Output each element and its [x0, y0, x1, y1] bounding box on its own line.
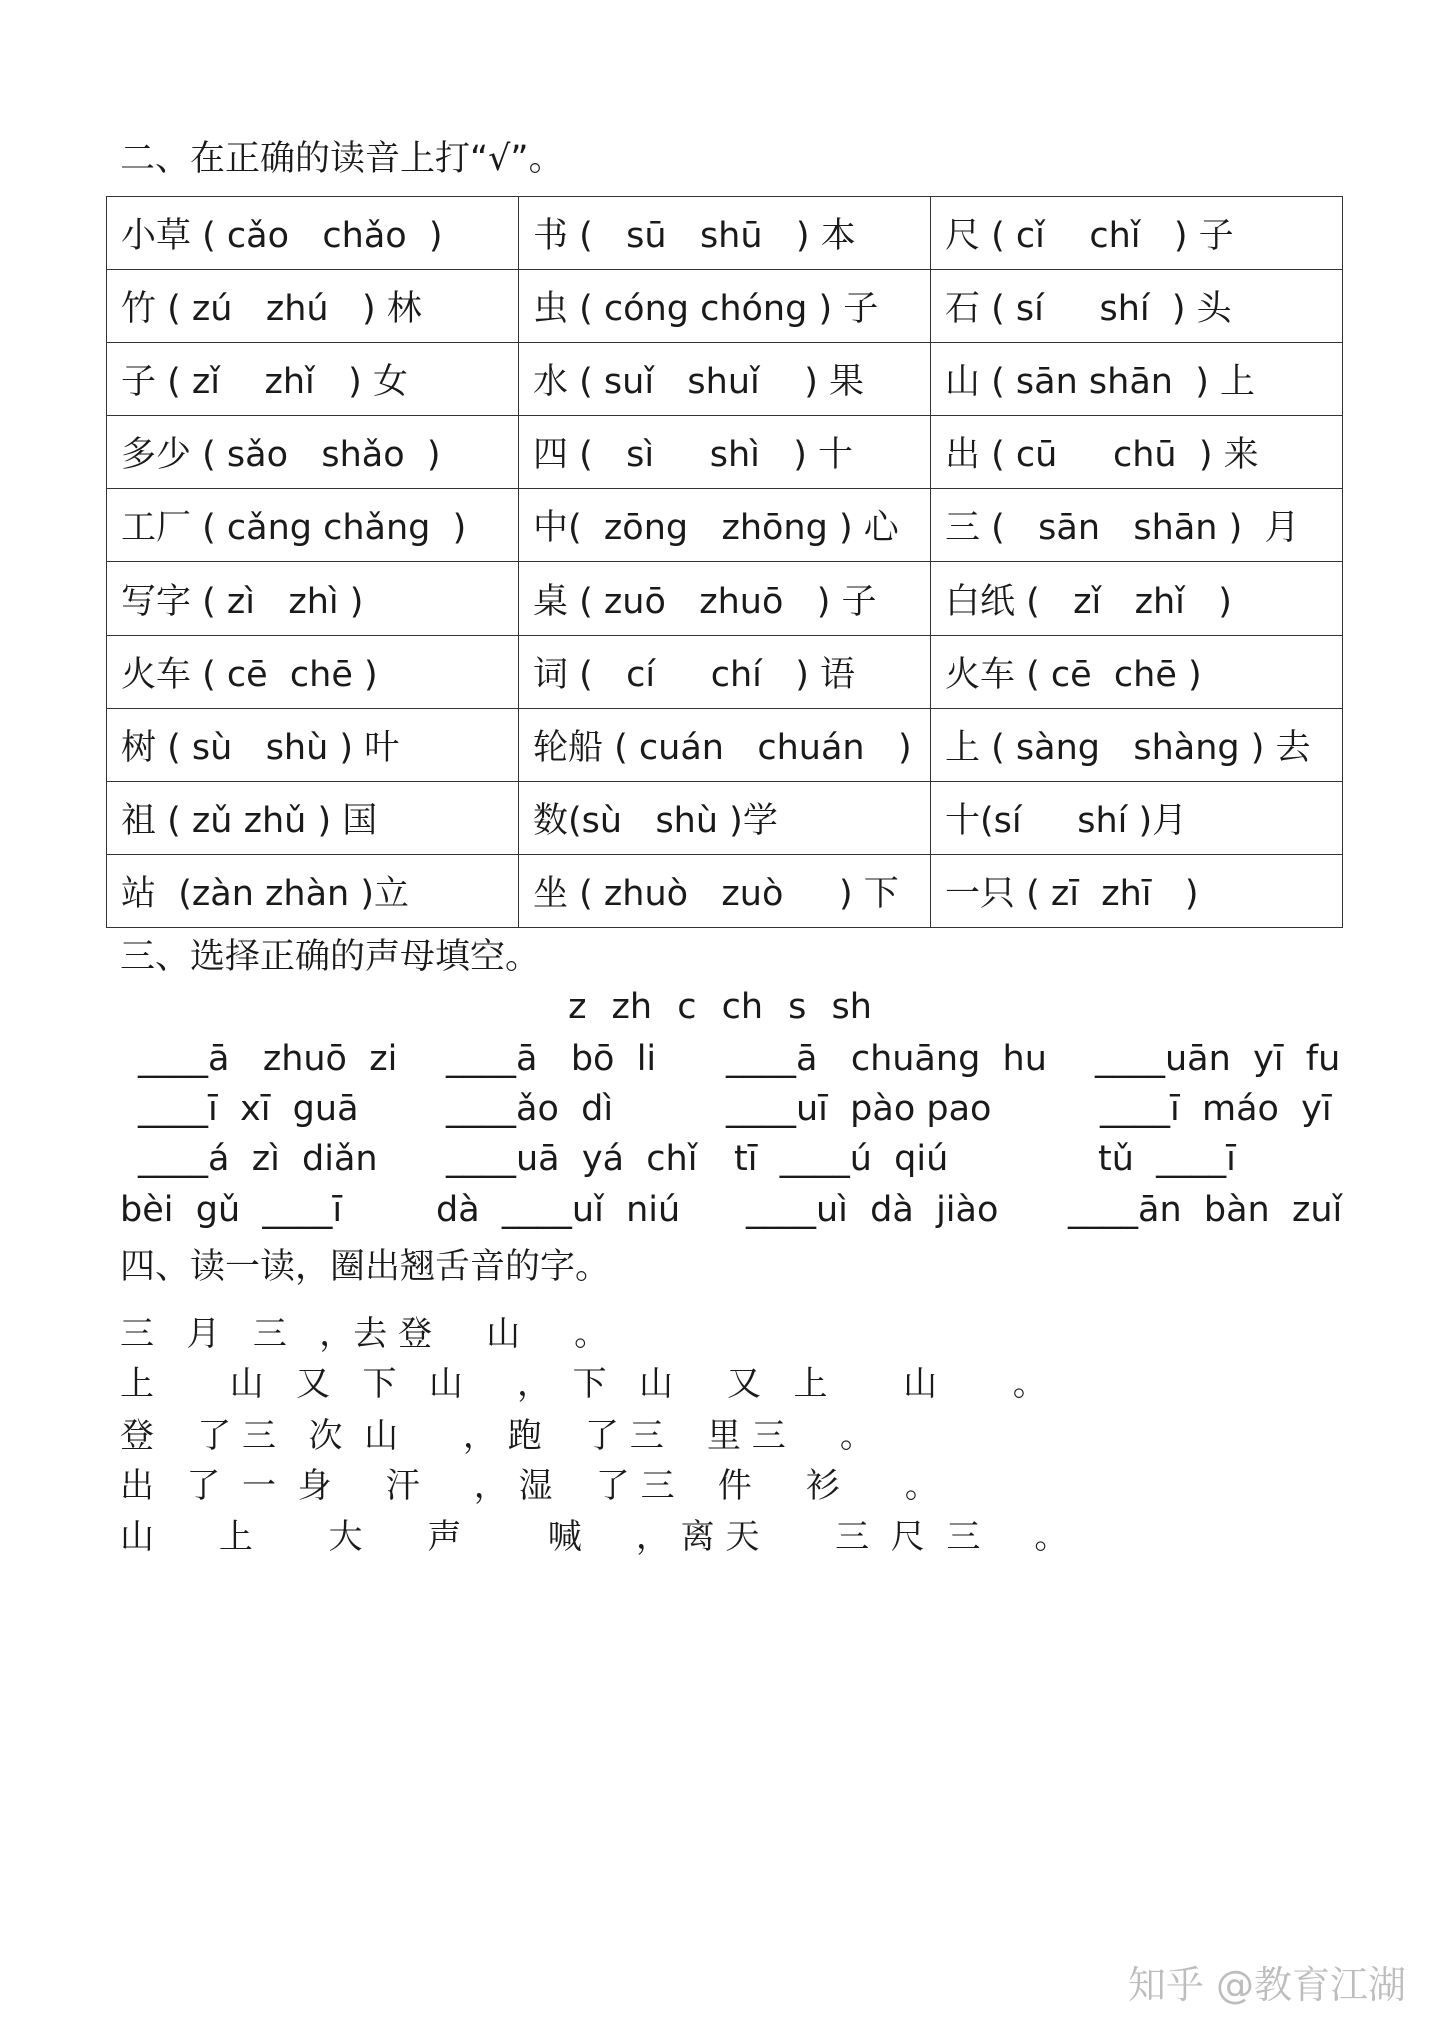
fill-blank-item[interactable]: ____uī pào pao	[726, 1089, 992, 1129]
table-cell[interactable]: 尺 ( cǐ chǐ ) 子	[931, 197, 1343, 270]
table-cell[interactable]: 轮船 ( cuán chuán )	[519, 708, 931, 781]
table-cell[interactable]: 竹 ( zú zhú ) 林	[107, 270, 519, 343]
fill-blank-item[interactable]: ____ī máo yī	[1100, 1089, 1332, 1129]
initials-options: z zh c ch s sh	[568, 987, 872, 1027]
table-cell[interactable]: 祖 ( zǔ zhǔ ) 国	[107, 781, 519, 854]
fill-blank-item[interactable]: ____ān bàn zuǐ	[1068, 1190, 1343, 1230]
table-cell[interactable]: 火车 ( cē chē )	[107, 635, 519, 708]
table-cell[interactable]: 多少 ( sǎo shǎo )	[107, 416, 519, 489]
pinyin-table	[106, 196, 1343, 928]
table-row	[107, 489, 1343, 562]
table-cell[interactable]: 虫 ( cóng chóng ) 子	[519, 270, 931, 343]
table-row	[107, 197, 1343, 270]
fill-blank-item[interactable]: ____ǎo dì	[446, 1089, 614, 1129]
table-row	[107, 854, 1343, 927]
table-cell[interactable]: 工厂 ( cǎng chǎng )	[107, 489, 519, 562]
table-cell[interactable]: 水 ( suǐ shuǐ ) 果	[519, 343, 931, 416]
poem-line: 出 了 一 身 汗 ， 湿 了 三 件 衫 。	[120, 1466, 939, 1506]
fill-blank-item[interactable]: tī ____ú qiú	[734, 1139, 949, 1179]
poem-line: 三 月 三 ，去 登 山 。	[120, 1314, 609, 1354]
fill-blank-item[interactable]: dà ____uǐ niú	[436, 1190, 681, 1230]
poem-line: 登 了 三 次 山 ， 跑 了 三 里 三 。	[120, 1416, 874, 1456]
fill-blank-item[interactable]: ____uān yī fu	[1095, 1039, 1341, 1079]
watermark: 知乎 @教育江湖	[1127, 1963, 1406, 2007]
table-cell[interactable]: 坐 ( zhuò zuò ) 下	[519, 854, 931, 927]
poem-line: 山 上 大 声 喊 ， 离 天 三 尺 三 。	[120, 1517, 1069, 1557]
fill-blank-item[interactable]: bèi gǔ ____ī	[120, 1190, 343, 1230]
section-4-title: 四、读一读，圈出翘舌音的字。	[120, 1247, 611, 1287]
table-cell[interactable]: 一只 ( zī zhī )	[931, 854, 1343, 927]
table-cell[interactable]: 词 ( cí chí ) 语	[519, 635, 931, 708]
fill-row	[0, 1187, 1440, 1233]
table-cell[interactable]: 书 ( sū shū ) 本	[519, 197, 931, 270]
table-row	[107, 343, 1343, 416]
fill-blank-item[interactable]: ____ī xī guā	[138, 1089, 359, 1129]
fill-blank-item[interactable]: ____uā yá chǐ	[446, 1139, 698, 1179]
table-row	[107, 635, 1343, 708]
section-2-title: 二、在正确的读音上打“√”。	[120, 139, 564, 179]
table-cell[interactable]: 子 ( zǐ zhǐ ) 女	[107, 343, 519, 416]
table-cell[interactable]: 石 ( sí shí ) 头	[931, 270, 1343, 343]
table-cell[interactable]: 桌 ( zuō zhuō ) 子	[519, 562, 931, 635]
table-cell[interactable]: 白纸 ( zǐ zhǐ )	[931, 562, 1343, 635]
table-cell[interactable]: 十(sí shí )月	[931, 781, 1343, 854]
table-row	[107, 416, 1343, 489]
table-row	[107, 270, 1343, 343]
table-row	[107, 562, 1343, 635]
fill-blank-item[interactable]: ____ā bō li	[446, 1039, 657, 1079]
table-cell[interactable]: 上 ( sàng shàng ) 去	[931, 708, 1343, 781]
table-cell[interactable]: 三 ( sān shān ) 月	[931, 489, 1343, 562]
table-cell[interactable]: 出 ( cū chū ) 来	[931, 416, 1343, 489]
poem-line: 上 山 又 下 山 ， 下 山 又 上 山 。	[120, 1364, 1047, 1404]
table-cell[interactable]: 数(sù shù )学	[519, 781, 931, 854]
fill-blank-item[interactable]: ____uì dà jiào	[746, 1190, 999, 1230]
fill-blank-item[interactable]: tǔ ____ī	[1098, 1139, 1236, 1179]
table-row	[107, 708, 1343, 781]
table-cell[interactable]: 写字 ( zì zhì )	[107, 562, 519, 635]
fill-blank-item[interactable]: ____á zì diǎn	[138, 1139, 378, 1179]
table-cell[interactable]: 树 ( sù shù ) 叶	[107, 708, 519, 781]
table-cell[interactable]: 火车 ( cē chē )	[931, 635, 1343, 708]
fill-row	[0, 1086, 1440, 1132]
fill-blank-item[interactable]: ____ā zhuō zi	[138, 1039, 398, 1079]
table-cell[interactable]: 中( zōng zhōng ) 心	[519, 489, 931, 562]
table-cell[interactable]: 山 ( sān shān ) 上	[931, 343, 1343, 416]
fill-blank-item[interactable]: ____ā chuāng hu	[726, 1039, 1047, 1079]
table-cell[interactable]: 小草 ( cǎo chǎo )	[107, 197, 519, 270]
table-cell[interactable]: 站 (zàn zhàn )立	[107, 854, 519, 927]
table-row	[107, 781, 1343, 854]
table-cell[interactable]: 四 ( sì shì ) 十	[519, 416, 931, 489]
fill-row	[0, 1036, 1440, 1082]
fill-row	[0, 1136, 1440, 1182]
section-3-title: 三、选择正确的声母填空。	[120, 937, 541, 977]
